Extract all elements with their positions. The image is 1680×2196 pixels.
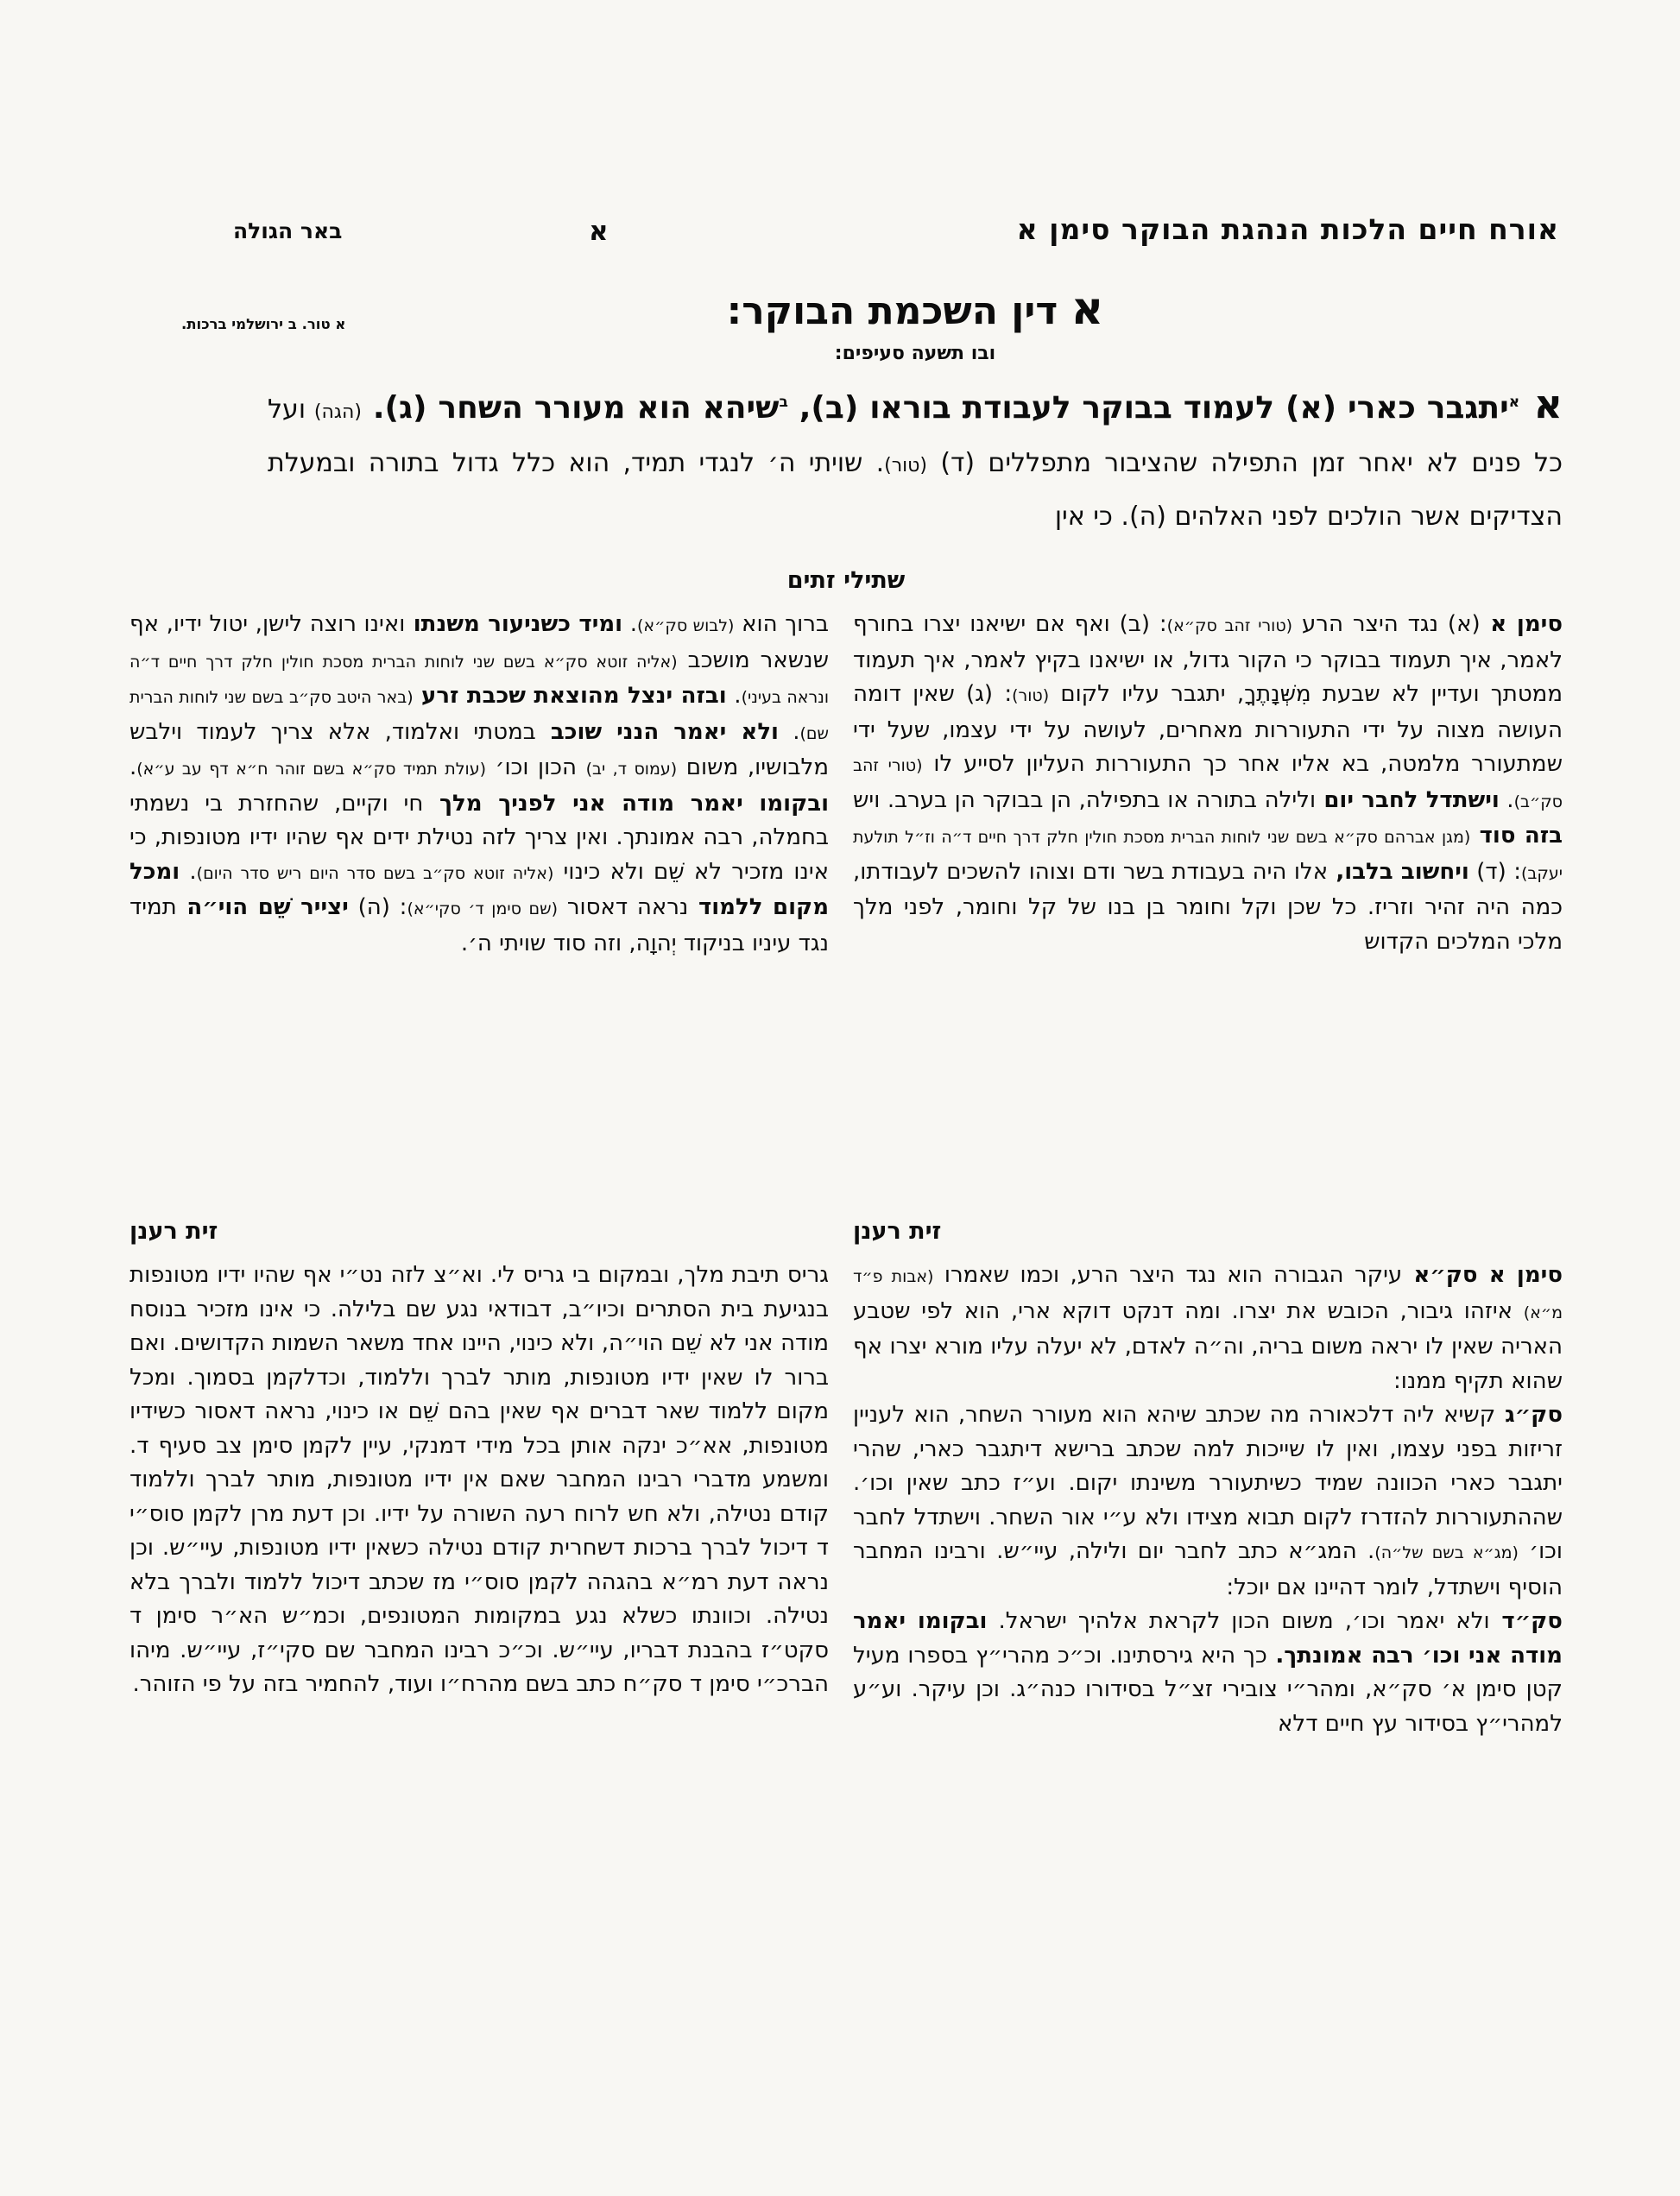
text-run: תמיד נגד עיניו בניקוד יְהוָה, וזה סוד שויתי ה׳.: [129, 894, 829, 956]
zayit-raanan-headers: [129, 1217, 1563, 1246]
text-run: ומיד כשניעור משנתו: [405, 611, 623, 637]
text-run: כך היא גירסתינו. וכ״כ מהרי״ץ בספרו מעיל קטן סימן א׳ סק״א, ומהר״י צובירי זצ״ל בסידורו כנה״ג. וכן עיקר. וע״ע למהרי״ץ בסידור עץ חיים דלא: [853, 1642, 1563, 1737]
text-run: ברוך הוא (לבוש סק״א).: [622, 611, 829, 637]
text-run: ובזה ינצל מהוצאת שכבת זרע: [413, 683, 727, 709]
section-header-zayit-raanan-right: זית רענן: [853, 1218, 942, 1245]
text-run: (מגן אברהם סק״א בשם שני לוחות הברית מסכת חולין חלק דרך חיים ד״ה וז״ל תולעת יעקב): (ד): [853, 828, 1563, 885]
source-citation: (טור): [1012, 686, 1050, 705]
commentary-paragraph: [853, 1259, 1563, 1398]
zayit-raanan-right-column: [853, 1259, 1563, 1741]
commentary-paragraph: [853, 1605, 1563, 1741]
commentary-paragraph: [129, 1259, 829, 1702]
text-run: סימן א סק״א: [1402, 1262, 1563, 1288]
source-citation: (הגה): [313, 401, 362, 423]
source-citation: (מג״א בשם של״ה): [1374, 1543, 1519, 1562]
source-citation: (טורי זהב סק״ב): [853, 756, 1563, 811]
commentary-paragraph: [853, 608, 1563, 959]
text-run: ולא יאמר וכו׳, משום הכון לקראת אלהיך ישראל.: [987, 1608, 1490, 1634]
text-run: וישתדל לחבר יום: [1316, 786, 1500, 813]
text-run: ומכל מקום ללמוד: [129, 858, 830, 920]
source-citation: (מגן אברהם סק״א בשם שני לוחות הברית מסכת חולין חלק דרך חיים ד״ה וז״ל תולעת יעקב): [853, 828, 1563, 883]
text-run: ובקומו יאמר מודה אני לפניך מלך: [423, 790, 829, 817]
seifim-count: ובו תשעה סעיפים:: [834, 343, 996, 364]
zayit-raanan-left-column: [129, 1259, 829, 1702]
shetilei-zeitim-right-column: [853, 608, 1563, 959]
source-citation: (טור): [884, 455, 927, 476]
siman-number: א: [1071, 283, 1104, 335]
text-run: עיקר הגבורה הוא נגד היצר הרע, וכמו שאמרו (אבות פ״ד מ״א) איזהו גיבור, הכובש את יצרו. ומה דנקט דוקא ארי, הוא לפי שטבע האריה שאין לו יראה משום בריה, וה״ה לאדם, לא יעלה עליו מורא יצרו אף שהוא תקיף ממנו:: [853, 1262, 1563, 1394]
source-citation: (לבוש סק״א): [637, 616, 735, 635]
text-run: א: [1508, 394, 1520, 411]
siman-title: [268, 283, 1563, 335]
beer-hagolah-margin-note: א טור. ב ירושלמי ברכות.: [181, 316, 346, 332]
source-citation: (טורי זהב סק״א): [1166, 616, 1293, 635]
page-number-letter: א: [589, 216, 609, 247]
text-run: ויחשוב בלבו,: [1328, 858, 1469, 885]
source-citation: (שם סימן ד׳ סקי״א): [407, 899, 559, 918]
text-run: ולילה בתורה או בתפילה, הן בבוקר הן בערב. ויש: [853, 786, 1317, 813]
text-run: סק״ד: [1489, 1608, 1563, 1634]
text-run: ובקומו יאמר מודה אני וכו׳ רבה אמונתך.: [853, 1608, 1563, 1669]
text-run: בזה סוד: [1470, 823, 1563, 849]
text-run: שיהא הוא מעורר השחר (ג).: [361, 390, 780, 426]
source-citation: (אליה זוטא סק״א בשם שני לוחות הברית מסכת חולין חלק דרך חיים ד״ה ונראה בעיני): [129, 652, 829, 707]
text-run: יתגבר כארי (א) לעמוד בבוקר לעבודת בוראו (ב),: [787, 390, 1509, 426]
text-run: סימן א: [1480, 611, 1563, 637]
text-run: ולא יאמר הנני שוכב: [535, 718, 779, 745]
text-run: ואינו רוצה לישן, יטול ידיו, אף שנשאר מושכב (אליה זוטא סק״א בשם שני לוחות הברית מסכת חולין חלק דרך חיים ד״ה ונראה בעיני).: [129, 611, 829, 709]
text-run: אלו היה בעבודת בשר ודם וצוהו להשכים לעבודתו, כמה היה זהיר וזריז. כל שכן וקל וחומר בן בנו של קל וחומר, לפני מלך מלכי המלכים הקדוש: [853, 858, 1563, 955]
text-run: (באר היטב סק״ב בשם שני לוחות הברית שם).: [129, 688, 829, 745]
beer-hagolah-heading: באר הגולה: [233, 218, 343, 243]
source-citation: (אליה זוטא סק״ב בשם סדר היום ריש סדר היום): [196, 863, 554, 883]
source-citation: (עמוס ד, יב): [585, 760, 678, 779]
text-run: סק״ג: [1495, 1402, 1563, 1428]
text-run: במטתי ואלמוד, אלא צריך לעמוד וילבש מלבושיו, משום (עמוס ד, יב) הכון וכו׳ (עולת תמיד סק״א בשם זוהר ח״א דף עב ע״א).: [129, 718, 829, 780]
text-run: חי וקיים, שהחזרת בי נשמתי בחמלה, רבה אמונתך. ואין צריך לזה נטילת ידים אף שהיו ידיו מטונפות, כי אינו מזכיר לא שֵׁם ולא כינוי (אליה זוטא סק״ב בשם סדר היום ריש סדר היום).: [129, 790, 830, 885]
source-citation: (באר היטב סק״ב בשם שני לוחות הברית שם): [129, 688, 829, 743]
source-citation: (עולת תמיד סק״א בשם זוהר ח״א דף עב ע״א): [136, 760, 487, 779]
shetilei-zeitim-columns: [129, 608, 1563, 1212]
text-run: ב: [779, 394, 788, 411]
text-run: יצייר שֵׁם הוי״ה: [176, 894, 349, 920]
section-header-shetilei-zeitim: שתילי זתים: [786, 567, 906, 594]
shetilei-zeitim-left-column: [129, 608, 829, 961]
commentary-paragraph: [129, 608, 829, 961]
text-run: קשיא ליה דלכאורה מה שכתב שיהא הוא מעורר השחר, הוא לעניין זריזות בפני עצמו, ואין לו שייכות למה שכתב ברישא דיתגבר כארי, שהרי יתגבר כארי הכוונה שמיד כשיתעורר משינתו יקום. וע״ז כתב שאין וכו׳. שההתעוררות להזדרז לקום תבוא מצידו ולא ע״י אור השחר. וישתדל לחבר וכו׳ (מג״א בשם של״ה). המג״א כתב לחבר יום ולילה, עיי״ש. ורבינו המחבר הוסיף וישתדל, לומר דהיינו אם יוכל:: [853, 1402, 1563, 1600]
shulchan-aruch-block: [268, 283, 1563, 541]
text-run: א: [1519, 381, 1563, 427]
siman-title-text: דין השכמת הבוקר:: [726, 289, 1058, 333]
shulchan-aruch-text: [268, 378, 1563, 541]
text-run: גריס תיבת מלך, ובמקום בי גריס לי. וא״צ לזה נט״י אף שהיו ידיו מטונפות בנגיעת בית הסתרים וכיו״ב, דבודאי נגע שם בלילה. כי אינו מזכיר בנוסח מודה אני לא שֵׁם הוי״ה, ולא כינוי, היינו אחד משאר השמות הקדושים. ואם ברור לו שאין ידיו מטונפות, מותר לברך וללמוד, וכדלקמן בסמוך. ומכל מקום ללמוד שאר דברים אף שאין בהם שֵׁם או כינוי, נראה דאסור כשידיו מטונפות, אא״כ ינקה אותן בכל מידי דמנקי, עיין לקמן סימן צב סעיף ד. ומשמע מדברי רבינו המחבר שאם אין ידיו מטונפות, מותר לברך וללמוד קודם נטילה, ולא חש לרוח רעה השורה על ידיו. וכן דעת מרן לקמן סוס״י ד דיכול לברך ברכות דשחרית קודם נטילה כשאין ידיו מטונפות, עיי״ש. וכן נראה דעת רמ״א בהגהה לקמן סוס״י מז שכתב דיכול ללמוד ולברך בלא נטילה. וכוונתו כשלא נגע במקומות המטונפים, וכמ״ש הא״ר סימן ד סקט״ז בהבנת דבריו, עיי״ש. וכ״כ רבינו המחבר שם סקי״ז, עיי״ש. מיהו הברכ״י סימן ד סק״ח כתב בשם מהרח״ו ועוד, להחמיר בזה על פי הזוהר.: [129, 1262, 829, 1697]
zayit-raanan-columns: [129, 1259, 1563, 1741]
text-run: (א) נגד היצר הרע (טורי זהב סק״א): (ב) ואף אם ישיאנו יצרו בחורף לאמר, איך תעמוד בבוקר כי הקור גדול, או ישיאנו בקיץ לאמר, איך תעמוד ממטתך ועדיין לא שבעת מִשְּׁנָתֶךָ, יתגבר עליו לקום (טור): (ג) שאין דומה העושה מצוה על ידי התעוררות מאחרים, לעושה על ידי עצמו, שעל ידי שמתעורר מלמטה, בא אליו אחר כך התעוררות העליון לסייע לו (טורי זהב סק״ב).: [853, 611, 1563, 813]
running-head: אורח חיים הלכות הנהגת הבוקר סימן א: [1016, 212, 1559, 246]
section-header-zayit-raanan-left: זית רענן: [129, 1218, 218, 1245]
text-run: נראה דאסור (שם סימן ד׳ סקי״א): (ה): [357, 894, 689, 920]
source-citation: (אבות פ״ד מ״א): [853, 1267, 1563, 1322]
commentary-paragraph: [853, 1398, 1563, 1605]
text-run: (הגה) ועל כל פנים לא יאחר זמן התפילה שהציבור מתפללים (ד) (טור). שויתי ה׳ לנגדי תמיד, הוא כלל גדול בתורה ובמעלת הצדיקים אשר הולכים לפני האלהים (ה). כי אין: [268, 394, 1563, 532]
